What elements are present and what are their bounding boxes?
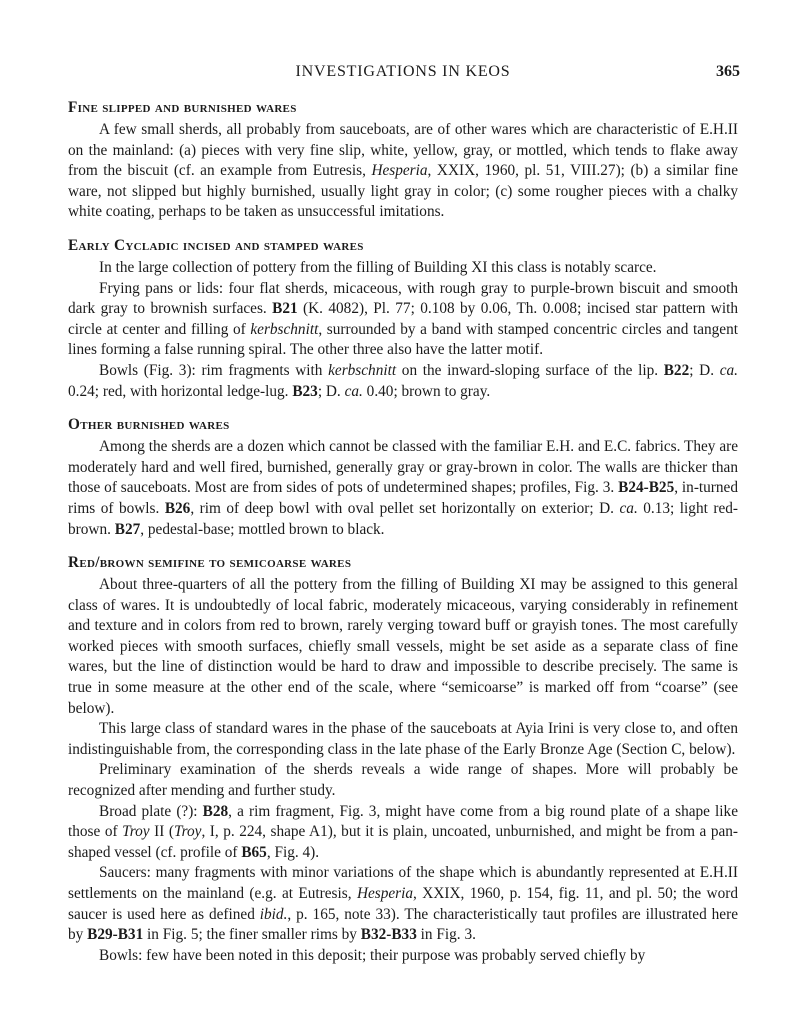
section-red-brown	[68, 553, 738, 966]
paragraph: Frying pans or lids: four flat sherds, micaceous, with rough gray to purple-brown biscuit and smooth dark gray to brownish surfaces. B21 (K. 4082), Pl. 77; 0.108 by 0.06, Th. 0.008; incised star pattern with circle at center and filling of kerbschnitt, surrounded by a band with stamped concentric circles and tangent lines forming a false running spiral. The other three also have the latter motif.	[68, 279, 738, 359]
section-heading: Red/brown semifine to semicoarse wares	[68, 554, 352, 572]
paragraph: About three-quarters of all the pottery from the filling of Building XI may be assigned to this general class of wares. It is undoubtedly of local fabric, moderately micaceous, varying considerably in refinement and texture and in colors from red to brown, rarely verging toward buff or grayish tones. The most carefully worked pieces with smooth surfaces, chiefly small vessels, might be set aside as a separate class of fine wares, but the line of distinction would be hard to draw and impossible to describe precisely. The same is true in some measure at the other end of the scale, where “semicoarse” is marked off from “coarse” (see below).	[68, 576, 738, 717]
paragraph: This large class of standard wares in the phase of the sauceboats at Ayia Irini is very close to, and often indistinguishable from, the corresponding class in the late phase of the Early Bronze Age (Section C, below).	[68, 720, 738, 758]
running-header	[68, 62, 738, 84]
page-number: 365	[716, 63, 740, 80]
paragraph: Among the sherds are a dozen which cannot be classed with the familiar E.H. and E.C. fabrics. They are moderately hard and well fired, burnished, generally gray or gray-brown in color. The walls are thicker than those of sauceboats. Most are from sides of pots of undetermined shapes; profiles, Fig. 3. B24-B25, in-turned rims of bowls. B26, rim of deep bowl with oval pellet set horizontally on exterior; D. ca. 0.13; light red-brown. B27, pedestal-base; mottled brown to black.	[68, 438, 738, 538]
paragraph: A few small sherds, all probably from sauceboats, are of other wares which are characteristic of E.H.II on the mainland: (a) pieces with very fine slip, white, yellow, gray, or mottled, which tends to flake away from the biscuit (cf. an example from Eutresis, Hesperia, XXIX, 1960, pl. 51, VIII.27); (b) a similar fine ware, not slipped but highly burnished, usually light gray in color; (c) some rougher pieces with a chalky white coating, perhaps to be taken as unsuccessful imitations.	[68, 121, 738, 221]
section-heading: Other burnished wares	[68, 416, 230, 434]
paragraph: Preliminary examination of the sherds reveals a wide range of shapes. More will probably be recognized after mending and further study.	[68, 761, 738, 800]
paragraph: Broad plate (?): B28, a rim fragment, Fig. 3, might have come from a big round plate of a shape like those of Troy II (Troy, I, p. 224, shape A1), but it is plain, uncoated, unburnished, and might be from a pan-shaped vessel (cf. profile of B65, Fig. 4).	[68, 802, 739, 861]
section-fine-slipped	[68, 98, 738, 223]
paragraph: Saucers: many fragments with minor variations of the shape which is abundantly represented at E.H.II settlements on the mainland (e.g. at Eutresis, Hesperia, XXIX, 1960, p. 154, fig. 11, and pl. 50; the word saucer is used here as defined ibid., p. 165, note 33). The characteristically taut profiles are illustrated here by B29-B31 in Fig. 5; the finer smaller rims by B32-B33 in Fig. 3.	[68, 864, 738, 944]
running-title: INVESTIGATIONS IN KEOS	[295, 63, 511, 80]
section-heading: Fine slipped and burnished wares	[68, 99, 297, 116]
paragraph: In the large collection of pottery from the filling of Building XI this class is notably scarce.	[99, 258, 657, 276]
section-heading: Early Cycladic incised and stamped wares	[68, 236, 364, 254]
paragraph: Bowls: few have been noted in this deposit; their purpose was probably served chiefly by	[99, 946, 646, 964]
section-early-cycladic	[68, 236, 738, 402]
article-body	[68, 98, 738, 966]
paragraph: Bowls (Fig. 3): rim fragments with kerbschnitt on the inward-sloping surface of the lip. B22; D. ca. 0.24; red, with horizontal ledge-lug. B23; D. ca. 0.40; brown to gray.	[68, 361, 738, 400]
section-other-burnished	[68, 415, 738, 540]
